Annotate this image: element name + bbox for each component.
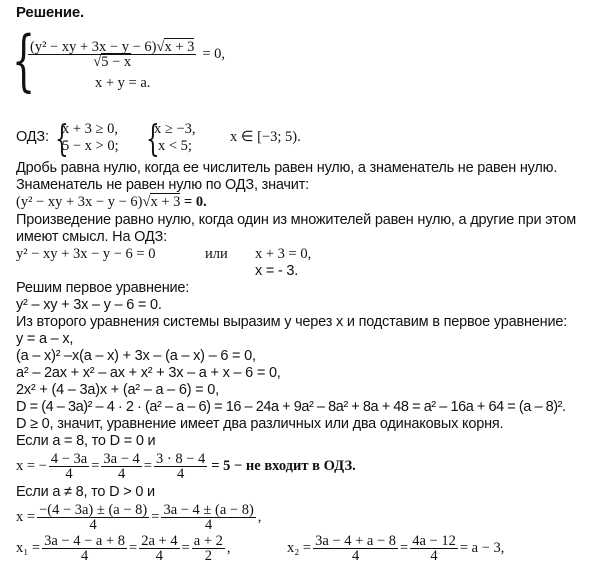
formula-part: x = — [16, 509, 36, 525]
formula-part: x₁ = — [16, 540, 41, 556]
numerator: −(4 − 3a) ± (a − 8) — [39, 502, 148, 518]
denominator: 4 — [430, 548, 438, 564]
text-line: Из второго уравнения системы выразим y через x и подставим в первое уравнение: — [16, 314, 568, 330]
denominator: 2 — [204, 548, 212, 564]
system-first-equation — [26, 40, 225, 69]
formula-radicand: x + 3 — [150, 194, 181, 210]
formula-first-factor: y² − xy + 3x − y − 6 = 0 — [16, 246, 156, 262]
text-line: Решим первое уравнение: — [16, 280, 190, 296]
formula-part: (y² − xy + 3x − y − 6)√ — [16, 194, 151, 210]
text-line: (a – x)² –x(a – x) + 3x – (a – x) – 6 = 0, — [16, 348, 256, 364]
odz-system-1-line-1: x + 3 ≥ 0, — [62, 121, 119, 137]
text-line: Произведение равно нулю, когда один из множителей равен нулю, а другие при этом — [16, 212, 576, 228]
text-line: y² – xy + 3x – y – 6 = 0. — [16, 297, 162, 313]
denominator: 4 — [351, 548, 360, 564]
text-line: y = a – x, — [16, 331, 74, 347]
denominator: 4 — [176, 466, 185, 482]
system-brace: { — [12, 22, 36, 99]
denominator-root: √ — [93, 54, 102, 70]
formula-root-x1 — [16, 534, 231, 563]
formula-part: x = − — [16, 458, 47, 474]
equals-zero: = 0, — [202, 46, 226, 62]
formula-case-a-8 — [16, 452, 356, 481]
text-line: Дробь равна нулю, когда ее числитель равен нулю, а знаменатель не равен нулю. — [16, 160, 558, 176]
denominator: 4 — [65, 466, 73, 482]
formula-part: = — [151, 509, 160, 525]
denominator: 4 — [155, 548, 164, 564]
numerator: a + 2 — [193, 533, 223, 549]
formula-part: = a − 3, — [459, 540, 505, 556]
numerator: 3a − 4 ± (a − 8) — [163, 502, 254, 518]
text-line: 2x² + (4 – 3a)x + (a² – a – 6) = 0, — [16, 382, 219, 398]
text-line: a² – 2ax + x² – ax + x² + 3x – a + x – 6 = 0, — [16, 365, 281, 381]
odz-system-1-line-2: 5 − x > 0; — [62, 138, 119, 154]
denominator: 4 — [204, 517, 213, 533]
odz-system-2-line-2: x < 5; — [158, 138, 192, 154]
denominator-radicand: 5 − x — [101, 54, 132, 70]
formula-second-factor: x + 3 = 0, — [255, 246, 312, 262]
formula-part: = — [400, 540, 409, 556]
text-line: Если a = 8, то D = 0 и — [16, 433, 156, 449]
formula-part: x₂ = — [287, 540, 312, 556]
numerator: 4 − 3a — [50, 451, 88, 467]
numerator: 3a − 4 + a − 8 — [315, 533, 397, 549]
formula-x-minus-3: x = - 3. — [255, 263, 299, 279]
formula-part: = 5 − не входит в ОДЗ. — [211, 458, 356, 474]
text-line: Если a ≠ 8, то D > 0 и — [16, 484, 155, 500]
numerator: 3a − 4 — [103, 451, 140, 467]
formula-part: = — [129, 540, 138, 556]
numerator: 3a − 4 − a + 8 — [44, 533, 126, 549]
odz-brace-1: { — [55, 119, 69, 160]
heading: Решение. — [16, 4, 85, 21]
denominator: 4 — [80, 548, 89, 564]
formula-part: , — [257, 509, 262, 525]
formula-part: = — [143, 458, 152, 474]
numerator: 3 · 8 − 4 — [155, 451, 206, 467]
formula-root-x2 — [287, 534, 504, 563]
odz-result: x ∈ [−3; 5). — [230, 129, 301, 145]
odz-label: ОДЗ: — [16, 129, 49, 145]
formula-case-a-not-8 — [16, 503, 261, 532]
text-line: Знаменатель не равен нулю по ОДЗ, значит: — [16, 177, 309, 193]
numerator-radicand: x + 3 — [164, 39, 195, 55]
text-line: D ≥ 0, значит, уравнение имеет два различных или два одинаковых корня. — [16, 416, 504, 432]
formula-product — [16, 194, 207, 211]
formula-part: = 0. — [180, 194, 207, 210]
text-line: имеют смысл. На ОДЗ: — [16, 229, 167, 245]
odz-brace-2: { — [146, 119, 160, 160]
numerator: 4a − 12 — [412, 533, 456, 549]
odz-system-2-line-1: x ≥ −3, — [154, 121, 196, 137]
numerator: (y² − xy + 3x − y − 6)√ — [30, 39, 165, 55]
denominator: 4 — [117, 466, 126, 482]
formula-part: , — [226, 540, 231, 556]
formula-part: = — [181, 540, 190, 556]
or-word: или — [205, 246, 228, 262]
formula-part: = — [91, 458, 100, 474]
system-second-equation: x + y = a. — [95, 75, 151, 91]
text-line: D = (4 – 3a)² – 4 · 2 · (a² – a – 6) = 16 – 24a + 9a² – 8a² + 8a + 48 = a² – 16a + 64 = (a – 8)². — [16, 399, 566, 415]
denominator: 4 — [89, 517, 97, 533]
numerator: 2a + 4 — [141, 533, 178, 549]
